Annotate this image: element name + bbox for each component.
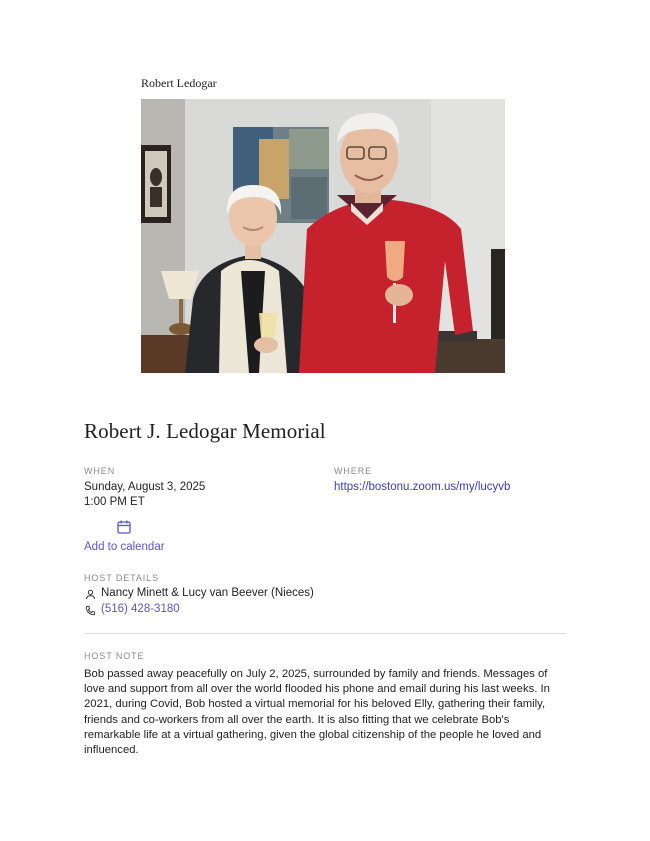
photo-illustration: [141, 99, 505, 373]
host-name: Nancy Minett & Lucy van Beever (Nieces): [101, 587, 314, 599]
event-time: 1:00 PM ET: [84, 496, 145, 508]
section-divider: [84, 633, 566, 634]
when-label: WHEN: [84, 466, 116, 476]
host-note-text: Bob passed away peacefully on July 2, 2025, surrounded by family and friends. Messages of love and support from all over the world flooded his phone and email during his last weeks. In 2021, during Covid, Bob hosted a virtual memorial for his beloved Elly, gathering their family, friends and co-workers from all over the earth. It is also fitting that we celebrate Bob's remarkable life at a virtual gathering, given the global citizenship of the people he loved and influenced.: [84, 668, 550, 757]
add-to-calendar-button[interactable]: Add to calendar: [84, 541, 165, 553]
host-details-label: HOST DETAILS: [84, 573, 159, 583]
phone-icon: [85, 605, 96, 616]
event-date: Sunday, August 3, 2025: [84, 481, 206, 493]
photo-caption: Robert Ledogar: [141, 76, 217, 90]
calendar-icon[interactable]: [116, 519, 132, 535]
where-label: WHERE: [334, 466, 372, 476]
location-link[interactable]: https://bostonu.zoom.us/my/lucyvb: [334, 481, 511, 493]
person-icon: [85, 589, 96, 600]
host-phone-link[interactable]: (516) 428-3180: [101, 603, 180, 615]
memorial-photo: [141, 99, 505, 373]
host-note-label: HOST NOTE: [84, 651, 145, 661]
page-title: Robert J. Ledogar Memorial: [84, 419, 326, 443]
